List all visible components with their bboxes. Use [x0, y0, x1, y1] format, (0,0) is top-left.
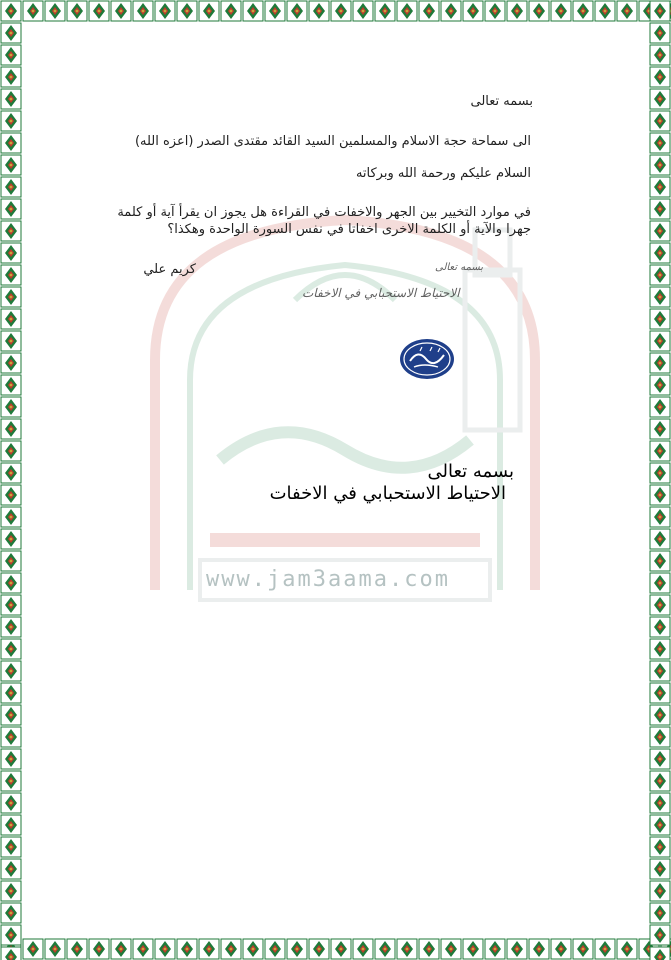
office-seal — [398, 337, 456, 381]
letter-basmala: بسمه تعالى — [470, 94, 533, 109]
reply-basmala: بسمه تعالى — [427, 461, 514, 482]
reply-answer: الاحتياط الاستحبابي في الاخفات — [269, 483, 506, 504]
border-top — [0, 0, 671, 22]
letter-addressee: الى سماحة حجة الاسلام والمسلمين السيد القائد مقتدى الصدر (اعزه الله) — [134, 134, 531, 149]
letter-greeting: السلام عليكم ورحمة الله وبركاته — [355, 166, 531, 181]
border-right — [649, 0, 671, 960]
letter-question: في موارد التخيير بين الجهر والاخفات في القراءة هل يجوز ان يقرأ آية أو كلمة جهرا والآية أو الكلمة الاخرى اخفاتا في نفس السورة الواحدة وهكذا؟ — [117, 205, 531, 237]
border-left — [0, 0, 22, 960]
watermark-url: www.jam3aama.com — [206, 567, 450, 592]
border-bottom — [0, 938, 671, 960]
handwritten-basmala: بسمه تعالى — [435, 262, 484, 273]
letter-signer: كريم علي — [143, 262, 196, 277]
handwritten-answer: الاحتياط الاستحبابي في الاخفات — [302, 286, 460, 300]
